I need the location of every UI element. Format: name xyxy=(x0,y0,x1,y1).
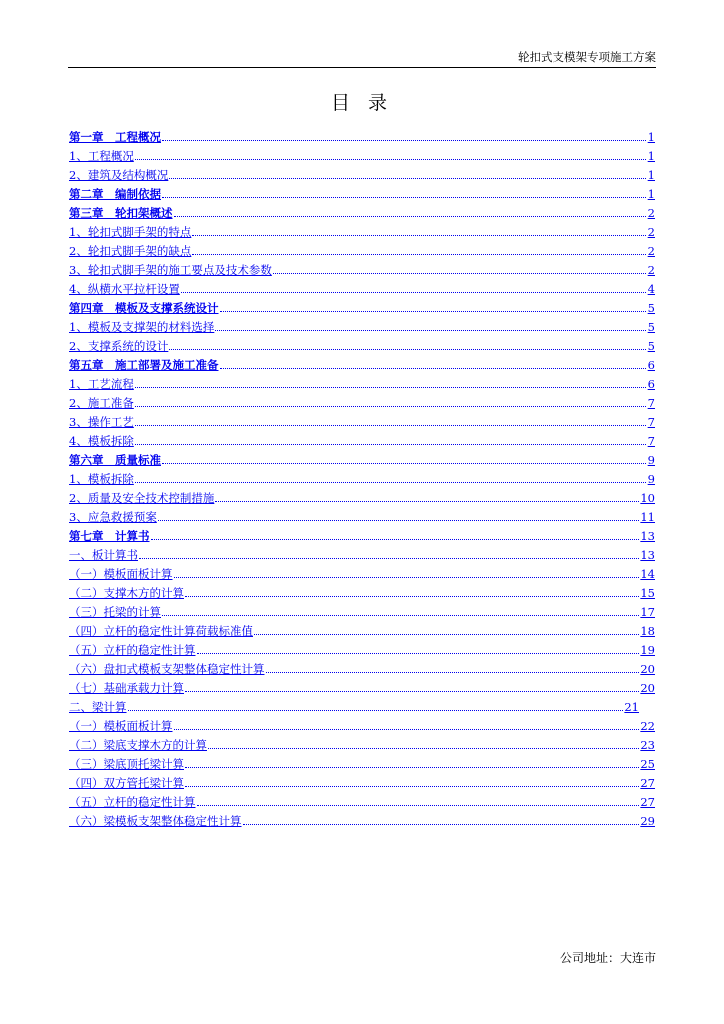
toc-entry[interactable] xyxy=(69,410,655,429)
toc-leader-dots xyxy=(162,197,646,198)
toc-entry-page: 7 xyxy=(647,415,655,429)
toc-entry-page: 27 xyxy=(640,776,655,790)
toc-leader-dots xyxy=(135,444,646,445)
toc-entry[interactable] xyxy=(69,638,655,657)
toc-entry[interactable] xyxy=(69,809,655,828)
toc-entry-page: 1 xyxy=(647,130,655,144)
toc-entry-page: 1 xyxy=(647,187,655,201)
toc-entry-page: 6 xyxy=(647,358,655,372)
toc-entry[interactable] xyxy=(69,315,655,334)
toc-leader-dots xyxy=(181,292,646,293)
toc-entry[interactable] xyxy=(69,676,655,695)
toc-entry[interactable] xyxy=(69,391,655,410)
toc-entry[interactable] xyxy=(69,733,655,752)
toc-entry-page: 1 xyxy=(647,149,655,163)
toc-entry-label: 2、建筑及结构概况 xyxy=(69,168,169,182)
toc-entry-label: （七）基础承载力计算 xyxy=(69,681,184,695)
toc-entry-label: 第五章 施工部署及施工准备 xyxy=(69,358,219,372)
toc-leader-dots xyxy=(139,558,639,559)
toc-entry-label: 3、轮扣式脚手架的施工要点及技术参数 xyxy=(69,263,272,277)
toc-entry[interactable] xyxy=(69,448,655,467)
toc-entry-page: 2 xyxy=(647,244,655,258)
toc-leader-dots xyxy=(158,520,640,521)
toc-entry[interactable] xyxy=(69,239,655,258)
toc-entry-page: 11 xyxy=(640,510,655,524)
toc-entry-label: （四）双方管托梁计算 xyxy=(69,776,184,790)
toc-leader-dots xyxy=(220,368,647,369)
toc-entry[interactable] xyxy=(69,125,655,144)
toc-entry-label: 2、施工准备 xyxy=(69,396,134,410)
toc-entry-label: 二、梁计算 xyxy=(69,700,127,714)
toc-entry[interactable] xyxy=(69,752,655,771)
toc-entry-page: 5 xyxy=(647,320,655,334)
toc-entry-page: 2 xyxy=(647,263,655,277)
toc-entry[interactable] xyxy=(69,467,655,486)
header-text: 轮扣式支模架专项施工方案 xyxy=(518,50,656,64)
toc-leader-dots xyxy=(197,653,640,654)
toc-leader-dots xyxy=(162,140,646,141)
toc-entry-label: 第四章 模板及支撑系统设计 xyxy=(69,301,219,315)
toc-entry-label: 2、轮扣式脚手架的缺点 xyxy=(69,244,192,258)
toc-entry-page: 21 xyxy=(624,700,639,714)
toc-entry[interactable] xyxy=(69,619,655,638)
toc-entry-label: 2、支撑系统的设计 xyxy=(69,339,169,353)
toc-entry[interactable] xyxy=(69,201,655,220)
toc-leader-dots xyxy=(185,786,639,787)
table-of-contents xyxy=(69,125,655,828)
toc-entry[interactable] xyxy=(69,771,655,790)
toc-entry-page: 14 xyxy=(640,567,655,581)
toc-leader-dots xyxy=(174,577,640,578)
toc-entry-label: 1、模板及支撑架的材料选择 xyxy=(69,320,215,334)
toc-entry-label: （五）立杆的稳定性计算 xyxy=(69,643,196,657)
toc-entry-label: 3、操作工艺 xyxy=(69,415,134,429)
toc-entry-label: （四）立杆的稳定性计算荷载标准值 xyxy=(69,624,253,638)
toc-leader-dots xyxy=(128,710,624,711)
toc-entry-page: 19 xyxy=(640,643,655,657)
toc-entry-page: 25 xyxy=(640,757,655,771)
toc-entry[interactable] xyxy=(69,543,655,562)
toc-leader-dots xyxy=(273,273,646,274)
toc-entry[interactable] xyxy=(69,296,655,315)
toc-entry-page: 13 xyxy=(640,548,655,562)
toc-entry-label: （一）模板面板计算 xyxy=(69,719,173,733)
toc-leader-dots xyxy=(243,824,640,825)
toc-entry-label: 4、纵横水平拉杆设置 xyxy=(69,282,180,296)
toc-entry-label: 1、轮扣式脚手架的特点 xyxy=(69,225,192,239)
toc-entry-page: 17 xyxy=(640,605,655,619)
toc-leader-dots xyxy=(220,311,647,312)
toc-leader-dots xyxy=(192,235,646,236)
toc-entry-page: 22 xyxy=(640,719,655,733)
toc-entry-page: 7 xyxy=(647,434,655,448)
toc-leader-dots xyxy=(162,615,639,616)
toc-entry-label: 2、质量及安全技术控制措施 xyxy=(69,491,215,505)
toc-entry[interactable] xyxy=(69,790,655,809)
toc-entry[interactable] xyxy=(69,182,655,201)
toc-entry-label: 1、模板拆除 xyxy=(69,472,134,486)
toc-entry-page: 20 xyxy=(640,681,655,695)
toc-entry[interactable] xyxy=(69,277,655,296)
toc-leader-dots xyxy=(169,178,646,179)
toc-entry[interactable] xyxy=(69,353,655,372)
toc-leader-dots xyxy=(135,387,646,388)
toc-entry[interactable] xyxy=(69,372,655,391)
toc-entry[interactable] xyxy=(69,695,639,714)
toc-leader-dots xyxy=(185,691,639,692)
toc-entry-page: 13 xyxy=(640,529,655,543)
toc-leader-dots xyxy=(185,596,639,597)
toc-entry-label: （三）梁底顶托梁计算 xyxy=(69,757,184,771)
toc-entry-page: 4 xyxy=(647,282,655,296)
toc-entry-label: （六）梁模板支架整体稳定性计算 xyxy=(69,814,242,828)
toc-leader-dots xyxy=(162,463,646,464)
toc-entry[interactable] xyxy=(69,600,655,619)
toc-entry[interactable] xyxy=(69,334,655,353)
page-footer: 公司地址：大连市 xyxy=(559,951,656,965)
toc-leader-dots xyxy=(197,805,640,806)
toc-entry-label: 第二章 编制依据 xyxy=(69,187,161,201)
toc-entry-page: 1 xyxy=(647,168,655,182)
toc-entry-page: 9 xyxy=(647,453,655,467)
toc-entry-label: 一、板计算书 xyxy=(69,548,138,562)
toc-entry[interactable] xyxy=(69,486,655,505)
toc-entry-page: 29 xyxy=(640,814,655,828)
toc-entry-label: 3、应急救援预案 xyxy=(69,510,157,524)
toc-entry-label: 1、工艺流程 xyxy=(69,377,134,391)
toc-leader-dots xyxy=(208,748,639,749)
toc-leader-dots xyxy=(215,330,646,331)
toc-leader-dots xyxy=(151,539,640,540)
toc-entry[interactable] xyxy=(69,144,655,163)
toc-leader-dots xyxy=(135,159,646,160)
toc-entry-label: （六）盘扣式模板支架整体稳定性计算 xyxy=(69,662,265,676)
toc-leader-dots xyxy=(135,425,646,426)
toc-entry-page: 18 xyxy=(640,624,655,638)
toc-entry[interactable] xyxy=(69,581,655,600)
toc-leader-dots xyxy=(169,349,646,350)
toc-entry-label: （五）立杆的稳定性计算 xyxy=(69,795,196,809)
toc-entry-label: （三）托梁的计算 xyxy=(69,605,161,619)
toc-entry-page: 10 xyxy=(640,491,655,505)
toc-entry[interactable] xyxy=(69,220,655,239)
page-header xyxy=(68,50,656,68)
toc-leader-dots xyxy=(185,767,639,768)
toc-entry[interactable] xyxy=(69,258,655,277)
toc-entry-label: 第一章 工程概况 xyxy=(69,130,161,144)
toc-entry-page: 9 xyxy=(647,472,655,486)
toc-entry-label: 第六章 质量标准 xyxy=(69,453,161,467)
toc-entry-page: 27 xyxy=(640,795,655,809)
toc-entry[interactable] xyxy=(69,429,655,448)
toc-leader-dots xyxy=(254,634,639,635)
toc-title: 目 录 xyxy=(330,92,394,114)
toc-leader-dots xyxy=(135,482,646,483)
toc-entry-label: （二）梁底支撑木方的计算 xyxy=(69,738,207,752)
toc-leader-dots xyxy=(215,501,639,502)
toc-entry[interactable] xyxy=(69,163,655,182)
toc-entry[interactable] xyxy=(69,524,655,543)
toc-entry-page: 2 xyxy=(647,206,655,220)
toc-entry-page: 2 xyxy=(647,225,655,239)
toc-leader-dots xyxy=(266,672,640,673)
toc-entry-page: 15 xyxy=(640,586,655,600)
toc-leader-dots xyxy=(135,406,646,407)
toc-entry[interactable] xyxy=(69,562,655,581)
toc-entry-label: 第三章 轮扣架概述 xyxy=(69,206,173,220)
toc-entry-label: （一）模板面板计算 xyxy=(69,567,173,581)
toc-entry-page: 5 xyxy=(647,339,655,353)
toc-entry-page: 20 xyxy=(640,662,655,676)
toc-leader-dots xyxy=(192,254,646,255)
toc-leader-dots xyxy=(174,729,640,730)
toc-entry-label: 4、模板拆除 xyxy=(69,434,134,448)
toc-entry-page: 5 xyxy=(647,301,655,315)
toc-entry-page: 23 xyxy=(640,738,655,752)
toc-entry-label: （二）支撑木方的计算 xyxy=(69,586,184,600)
toc-entry[interactable] xyxy=(69,657,655,676)
toc-entry-page: 7 xyxy=(647,396,655,410)
toc-entry-page: 6 xyxy=(647,377,655,391)
toc-entry-label: 第七章 计算书 xyxy=(69,529,150,543)
toc-entry-label: 1、工程概况 xyxy=(69,149,134,163)
toc-entry[interactable] xyxy=(69,505,655,524)
toc-entry[interactable] xyxy=(69,714,655,733)
toc-leader-dots xyxy=(174,216,647,217)
